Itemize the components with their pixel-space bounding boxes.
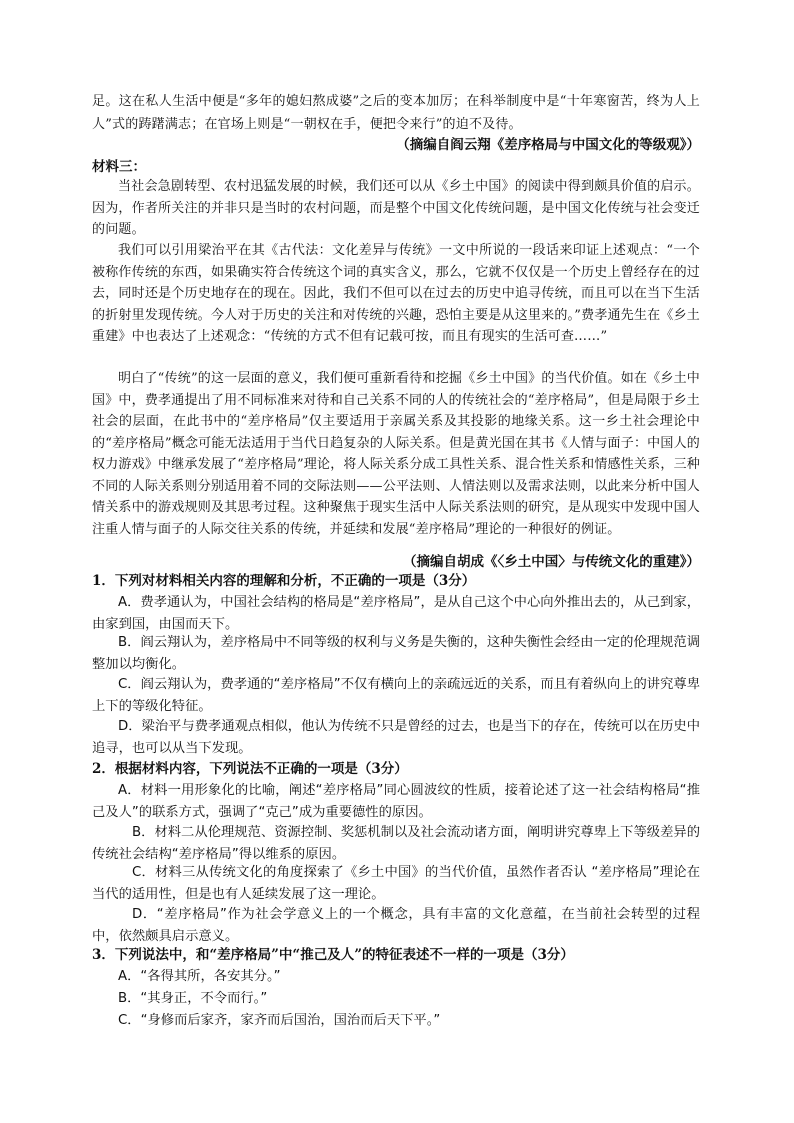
question-1-option-b: B．阎云翔认为，差序格局中不同等级的权利与义务是失衡的，这种失衡性会经由一定的伦理规范调整加以均衡化。 — [92, 635, 700, 672]
question-2-stem: 2．根据材料内容，下列说法不正确的一项是（3分） — [92, 761, 408, 777]
question-1-option-d: D．梁治平与费孝通观点相似，他认为传统不只是曾经的过去，也是当下的存在，传统可以在历史中追寻，也可以从当下发现。 — [92, 719, 701, 756]
question-1-option-c: C．阎云翔认为，费孝通的“差序格局”不仅有横向上的亲疏远近的关系，而且有着纵向上的讲究尊卑上下的等级化特征。 — [92, 677, 700, 714]
material3-paragraph-1: 当社会急剧转型、农村迅猛发展的时候，我们还可以从《乡土中国》的阅读中得到颇具价值的启示。因为，作者所关注的并非只是当时的农村问题，而是整个中国文化传统问题，是中国文化传统与社会变迁的问题。 — [92, 179, 700, 237]
question-3-option-a: A．“各得其所，各安其分。” — [118, 969, 281, 984]
material2-tail-paragraph: 足。这在私人生活中便是“多年的媳妇熬成婆”之后的变本加厉；在科举制度中是“十年寒窗苦，终为人上人”式的踌躇满志；在官场上则是“一朝权在手，便把令来行”的迫不及待。 — [92, 94, 700, 132]
material3-heading: 材料三： — [92, 159, 146, 175]
question-2-option-c: C．材料三从传统文化的角度探索了《乡土中国》的当代价值，虽然作者否认 “差序格局”理论在当代的适用性，但是也有人延续发展了这一理论。 — [92, 865, 700, 902]
question-2-option-d: D．“差序格局”作为社会学意义上的一个概念，具有丰富的文化意蕴，在当前社会转型的过程中，依然颇具启示意义。 — [92, 907, 700, 944]
question-1-option-a: A．费孝通认为，中国社会结构的格局是“差序格局”，是从自己这个中心向外推出去的，从己到家，由家到国，由国而天下。 — [92, 595, 700, 632]
question-3-option-b: B．“其身正，不令而行。” — [118, 991, 268, 1006]
question-1-stem: 1．下列对材料相关内容的理解和分析，不正确的一项是（3分） — [92, 573, 476, 589]
material3-paragraph-3: 明白了“传统”的这一层面的意义，我们便可重新看待和挖掘《乡土中国》的当代价值。如在《乡土中国》中，费孝通提出了用不同标准来对待和自己关系不同的人的传统社会的“差序格局”，但是局限于乡土社会的层面，在此书中的“差序格局”仅主要适用于亲属关系及其投影的地缘关系。这一乡土社会理论中的“差序格局”概念可能无法适用于当代日趋复杂的人际关系。但是黄光国在其书《人情与面子：中国人的权力游戏》中继承发展了“差序格局”理论，将人际关系分成工具性关系、混合性关系和情感性关系，三种不同的人际关系则分别适用着不同的交际法则——公平法则、人情法则以及需求法则，以此来分析中国人情关系中的游戏规则及其思考过程。这种聚焦于现实生活中人际关系法则的研究，是从现实中发现中国人注重人情与面子的人际交往关系的传统，并延续和发展“差序格局”理论的一种很好的例证。 — [92, 371, 700, 537]
question-2-option-b: B．材料二从伦理规范、资源控制、奖惩机制以及社会流动诸方面，阐明讲究尊卑上下等级差异的传统社会结构“差序格局”得以维系的原因。 — [92, 825, 700, 862]
material2-source: （摘编自阎云翔《差序格局与中国文化的等级观》） — [396, 137, 700, 153]
question-3-option-c: C．“身修而后家齐，家齐而后国治，国治而后天下平。” — [118, 1013, 441, 1028]
question-3-stem: 3．下列说法中，和“差序格局”中“推己及人”的特征表述不一样的一项是（3分） — [92, 947, 574, 963]
material3-paragraph-2: 我们可以引用梁治平在其《古代法：文化差异与传统》一文中所说的一段话来印证上述观点：“一个被称作传统的东西，如果确实符合传统这个词的真实含义，那么，它就不仅仅是一个历史上曾经存在的过去，同时还是个历史地存在的现在。因此，我们不但可以在过去的历史中追寻传统，而且可以在当下生活的折射里发现传统。今人对于历史的关注和对传统的兴趣，恐怕主要是从这里来的。”费孝通先生在《乡土重建》中也表达了上述观念：“传统的方式不但有记载可按，而且有现实的生活可查……” — [92, 243, 700, 344]
material3-source: （摘编自胡成《〈乡土中国〉与传统文化的重建》） — [403, 554, 700, 570]
question-2-option-a: A．材料一用形象化的比喻，阐述“差序格局”同心圆波纹的性质，接着论述了这一社会结构格局“推己及人”的联系方式，强调了“克己”成为重要德性的原因。 — [92, 783, 700, 820]
